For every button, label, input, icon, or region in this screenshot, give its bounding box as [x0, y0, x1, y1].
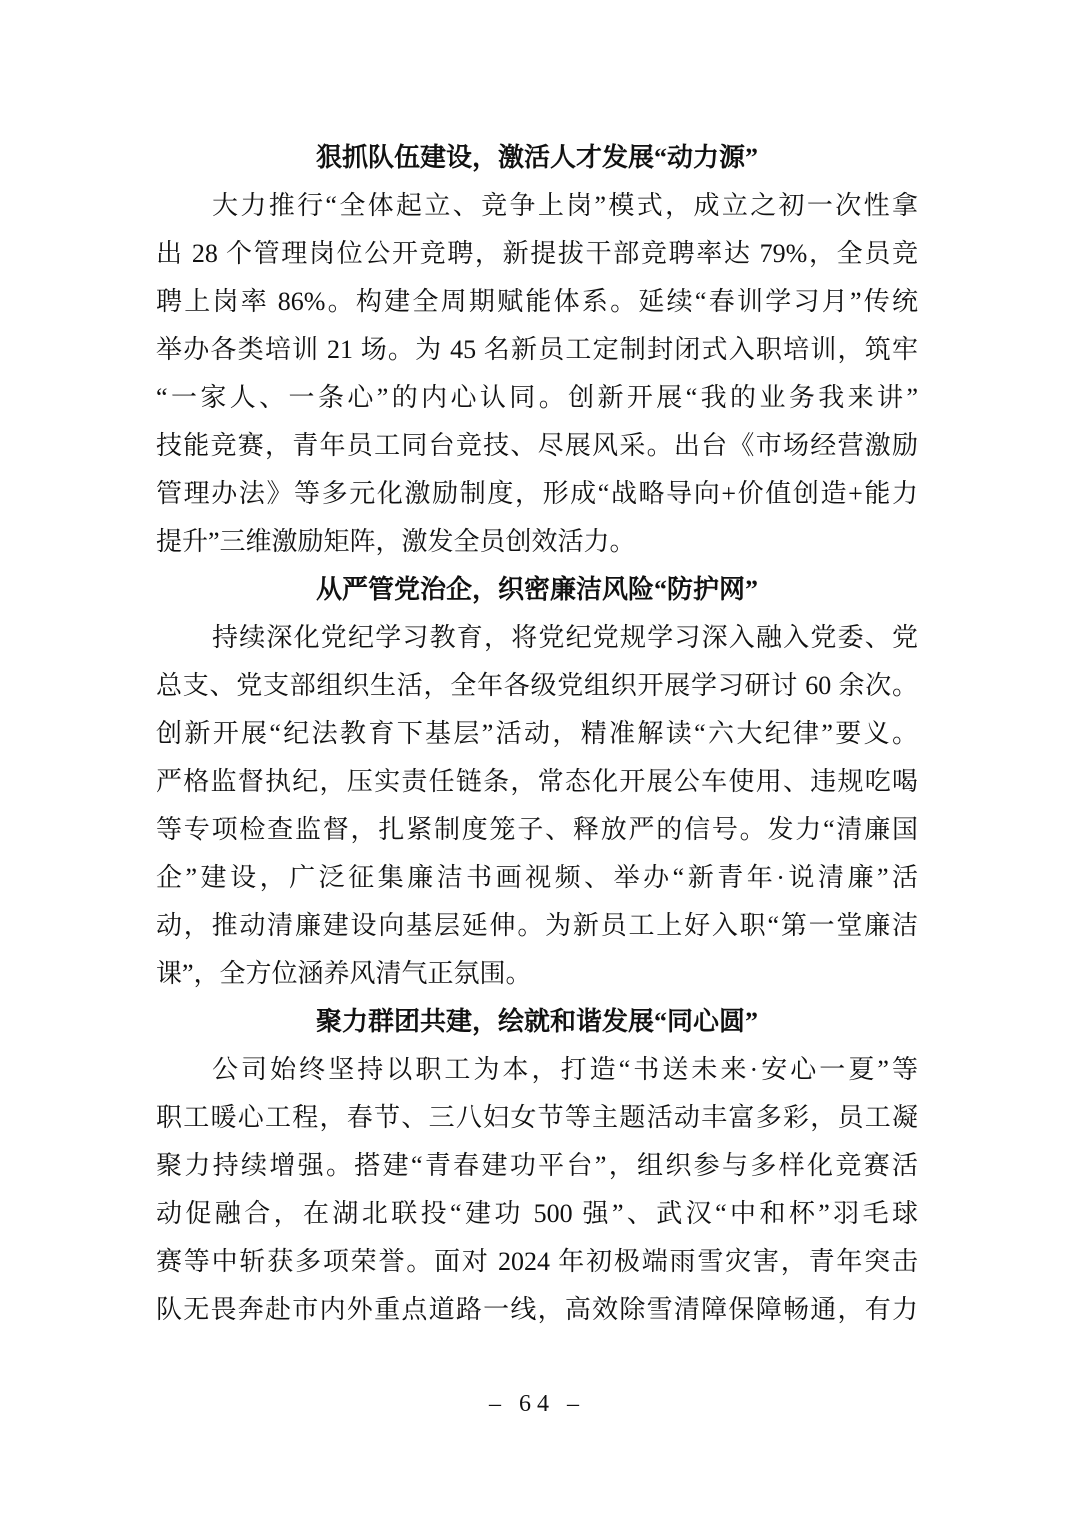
paragraph-line: 总支、党支部组织生活，全年各级党组织开展学习研讨 60 余次。	[156, 671, 918, 700]
paragraph-line: 企”建设，广泛征集廉洁书画视频、举办“新青年·说清廉”活	[156, 863, 918, 892]
paragraph-line: 持续深化党纪学习教育，将党纪党规学习深入融入党委、党	[212, 623, 918, 652]
paragraph-line: 动促融合，在湖北联投“建功 500 强”、武汉“中和杯”羽毛球	[156, 1199, 918, 1228]
paragraph-line: 大力推行“全体起立、竞争上岗”模式，成立之初一次性拿	[212, 191, 918, 220]
paragraph-line: 技能竞赛，青年员工同台竞技、尽展风采。出台《市场经营激励	[156, 431, 918, 460]
paragraph-line: 聚力持续增强。搭建“青春建功平台”，组织参与多样化竞赛活	[156, 1151, 918, 1180]
paragraph-line: 课”，全方位涵养风清气正氛围。	[156, 959, 532, 988]
document-body	[156, 134, 918, 1334]
section-heading: 狠抓队伍建设，激活人才发展“动力源”	[315, 143, 758, 172]
paragraph-line: 职工暖心工程，春节、三八妇女节等主题活动丰富多彩，员工凝	[156, 1103, 918, 1132]
page-number: – 64 –	[489, 1391, 585, 1417]
paragraph-line: 出 28 个管理岗位公开竞聘，新提拔干部竞聘率达 79%，全员竞	[156, 239, 918, 268]
paragraph-line: “一家人、一条心”的内心认同。创新开展“我的业务我来讲”	[156, 383, 918, 412]
paragraph-line: 等专项检查监督，扎紧制度笼子、释放严的信号。发力“清廉国	[156, 815, 918, 844]
paragraph-line: 提升”三维激励矩阵，激发全员创效活力。	[156, 527, 636, 556]
section-heading: 从严管党治企，织密廉洁风险“防护网”	[315, 575, 758, 604]
section-heading: 聚力群团共建，绘就和谐发展“同心圆”	[315, 1007, 758, 1036]
paragraph-line: 赛等中斩获多项荣誉。面对 2024 年初极端雨雪灾害，青年突击	[156, 1247, 918, 1276]
paragraph-line: 动，推动清廉建设向基层延伸。为新员工上好入职“第一堂廉洁	[156, 911, 918, 940]
paragraph-line: 聘上岗率 86%。构建全周期赋能体系。延续“春训学习月”传统	[156, 287, 918, 316]
paragraph-line: 创新开展“纪法教育下基层”活动，精准解读“六大纪律”要义。	[156, 719, 918, 748]
paragraph-line: 队无畏奔赴市内外重点道路一线，高效除雪清障保障畅通，有力	[156, 1295, 918, 1324]
paragraph-line: 管理办法》等多元化激励制度，形成“战略导向+价值创造+能力	[156, 479, 918, 508]
paragraph-line: 举办各类培训 21 场。为 45 名新员工定制封闭式入职培训，筑牢	[156, 335, 918, 364]
paragraph-line: 公司始终坚持以职工为本，打造“书送未来·安心一夏”等	[212, 1055, 918, 1084]
paragraph-line: 严格监督执纪，压实责任链条，常态化开展公车使用、违规吃喝	[156, 767, 918, 796]
